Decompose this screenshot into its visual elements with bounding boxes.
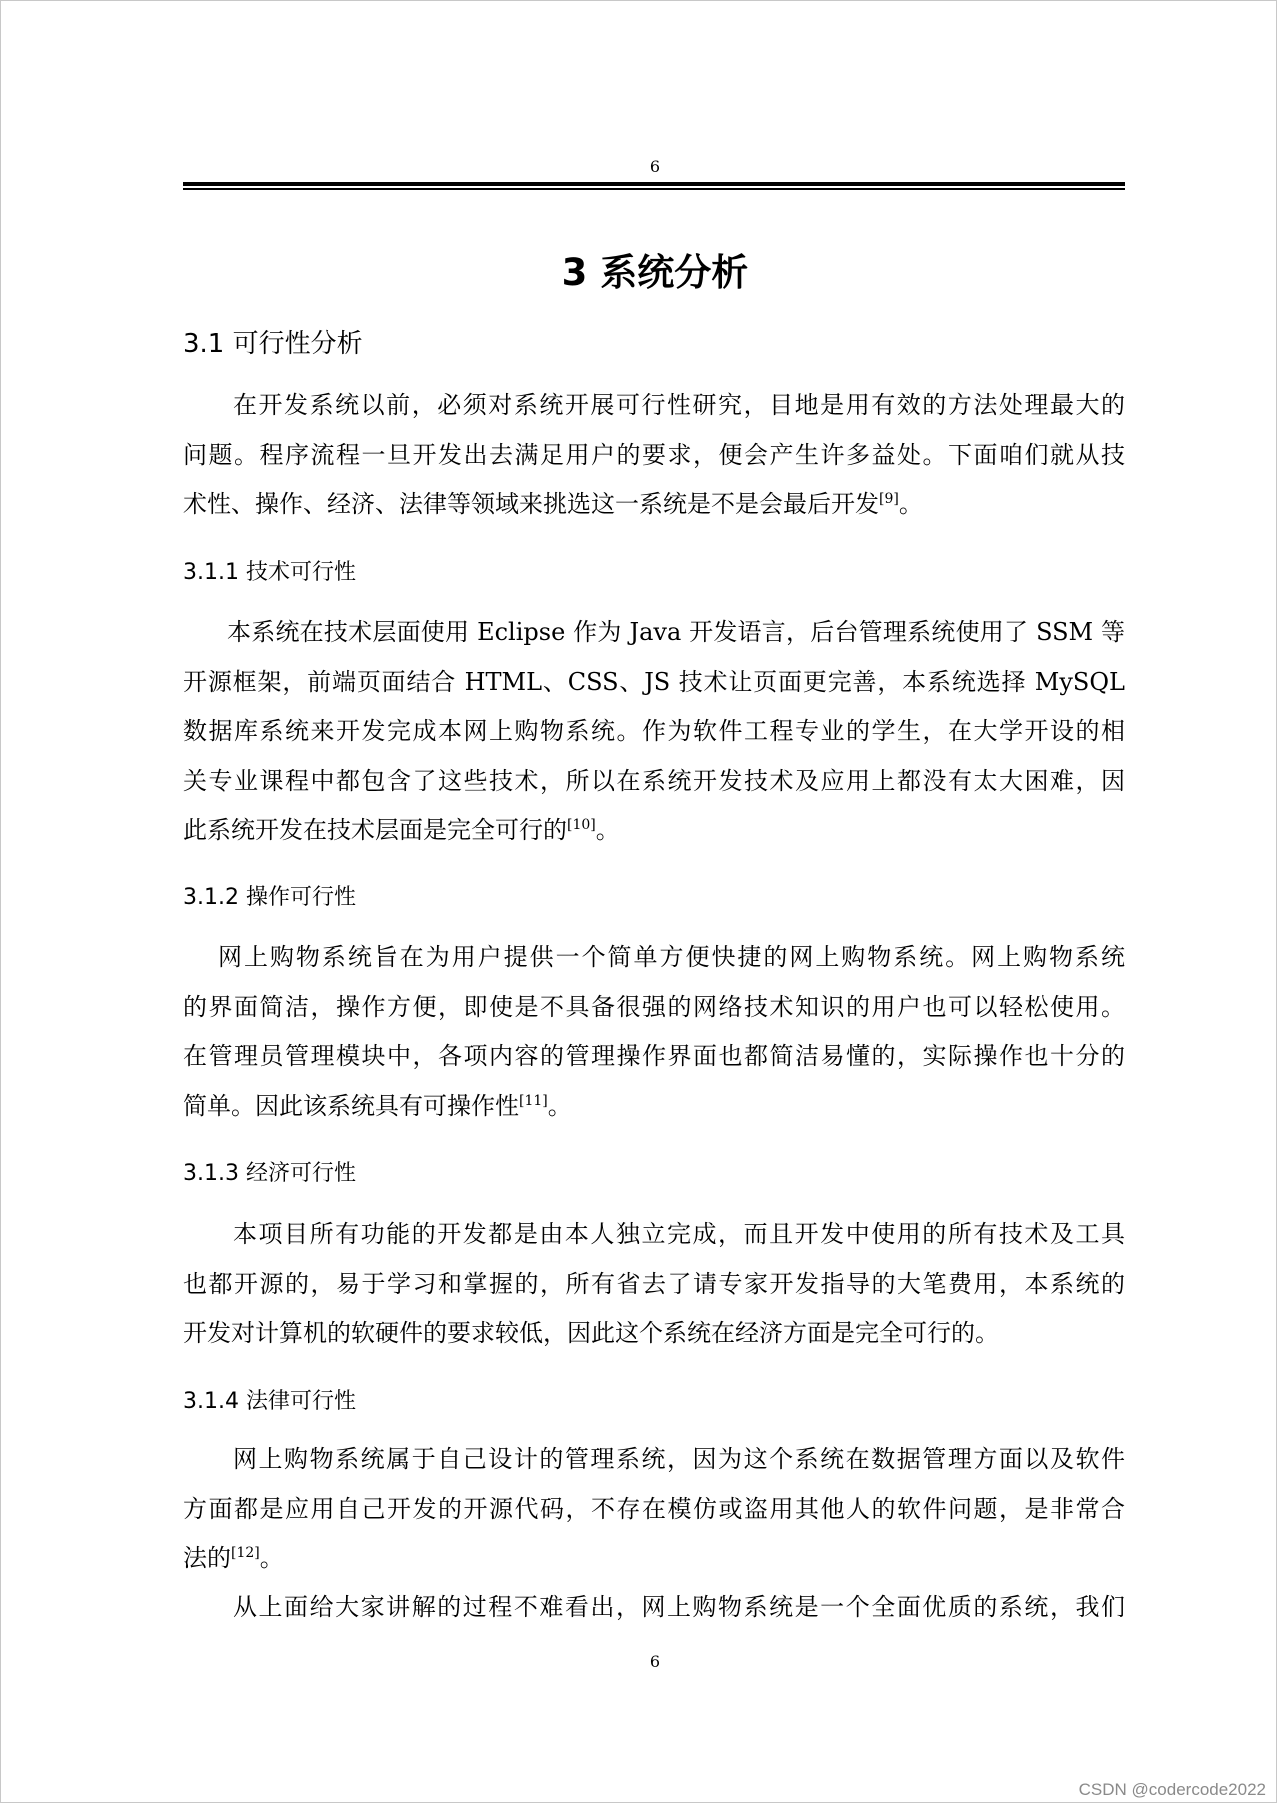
text-line — [183, 1534, 1125, 1584]
text-line — [183, 806, 1125, 856]
text-line: 问题。程序流程一旦开发出去满足用户的要求，便会产生许多益处。下面咱们就从技 — [183, 440, 1125, 469]
footer-page-number: 6 — [649, 1652, 661, 1671]
technical-paragraph — [183, 608, 1125, 856]
citation: [11] — [519, 1092, 548, 1109]
text-line: 也都开源的，易于学习和掌握的，所有省去了请专家开发指导的大笔费用，本系统的 — [183, 1269, 1125, 1298]
text: 。 — [595, 816, 620, 845]
header-page-number: 6 — [649, 157, 661, 176]
text-line: 方面都是应用自己开发的开源代码，不存在模仿或盗用其他人的软件问题，是非常合 — [183, 1494, 1125, 1523]
intro-paragraph — [183, 381, 1125, 530]
text-line — [183, 1082, 1125, 1132]
watermark: CSDN @codercode2022 — [1078, 1780, 1266, 1799]
text-line: 开源框架，前端页面结合 HTML、CSS、JS 技术让页面更完善，本系统选择 MySQL — [183, 667, 1125, 696]
text-line: 数据库系统来开发完成本网上购物系统。作为软件工程专业的学生，在大学开设的相 — [183, 717, 1125, 746]
text-line: 本项目所有功能的开发都是由本人独立完成，而且开发中使用的所有技术及工具 — [233, 1220, 1125, 1248]
text-line: 在开发系统以前，必须对系统开展可行性研究，目地是用有效的方法处理最大的 — [233, 391, 1125, 419]
subsection-heading-technical: 3.1.1 技术可行性 — [183, 560, 356, 585]
operational-paragraph — [183, 933, 1125, 1131]
economic-paragraph — [183, 1210, 1125, 1359]
text: 法的 — [183, 1544, 231, 1573]
chapter-title: 3 系统分析 — [561, 251, 749, 294]
text: 。 — [898, 490, 923, 519]
text: 此系统开发在技术层面是完全可行的 — [183, 816, 567, 845]
text-line: 网上购物系统旨在为用户提供一个简单方便快捷的网上购物系统。网上购物系统 — [218, 943, 1125, 971]
text-line — [183, 480, 1125, 530]
citation: [12] — [231, 1545, 260, 1562]
text-line: 从上面给大家讲解的过程不难看出，网上购物系统是一个全面优质的系统，我们 — [233, 1593, 1125, 1621]
subsection-heading-operational: 3.1.2 操作可行性 — [183, 885, 356, 910]
citation: [9] — [879, 491, 899, 508]
text: 。 — [547, 1091, 572, 1120]
section-heading: 3.1 可行性分析 — [183, 329, 363, 359]
text-line: 在管理员管理模块中，各项内容的管理操作界面也都简洁易懂的，实际操作也十分的 — [183, 1042, 1125, 1071]
text: 。 — [259, 1544, 284, 1573]
header-rule-thin — [183, 188, 1125, 190]
conclusion-paragraph — [183, 1583, 1125, 1633]
text-line: 本系统在技术层面使用 Eclipse 作为 Java 开发语言，后台管理系统使用了 SSM 等 — [227, 618, 1125, 646]
text: 简单。因此该系统具有可操作性 — [183, 1091, 519, 1120]
text-line: 关专业课程中都包含了这些技术，所以在系统开发技术及应用上都没有太大困难，因 — [183, 766, 1125, 795]
subsection-heading-economic: 3.1.3 经济可行性 — [183, 1161, 356, 1186]
citation: [10] — [567, 817, 596, 834]
text-line: 网上购物系统属于自己设计的管理系统，因为这个系统在数据管理方面以及软件 — [233, 1445, 1125, 1473]
header-rule-thick — [183, 182, 1125, 186]
subsection-heading-legal: 3.1.4 法律可行性 — [183, 1389, 356, 1414]
legal-paragraph — [183, 1435, 1125, 1584]
text-line: 的界面简洁，操作方便，即使是不具备很强的网络技术知识的用户也可以轻松使用。 — [183, 992, 1125, 1021]
text: 术性、操作、经济、法律等领域来挑选这一系统是不是会最后开发 — [183, 490, 879, 519]
text-line: 开发对计算机的软硬件的要求较低，因此这个系统在经济方面是完全可行的。 — [183, 1319, 999, 1348]
